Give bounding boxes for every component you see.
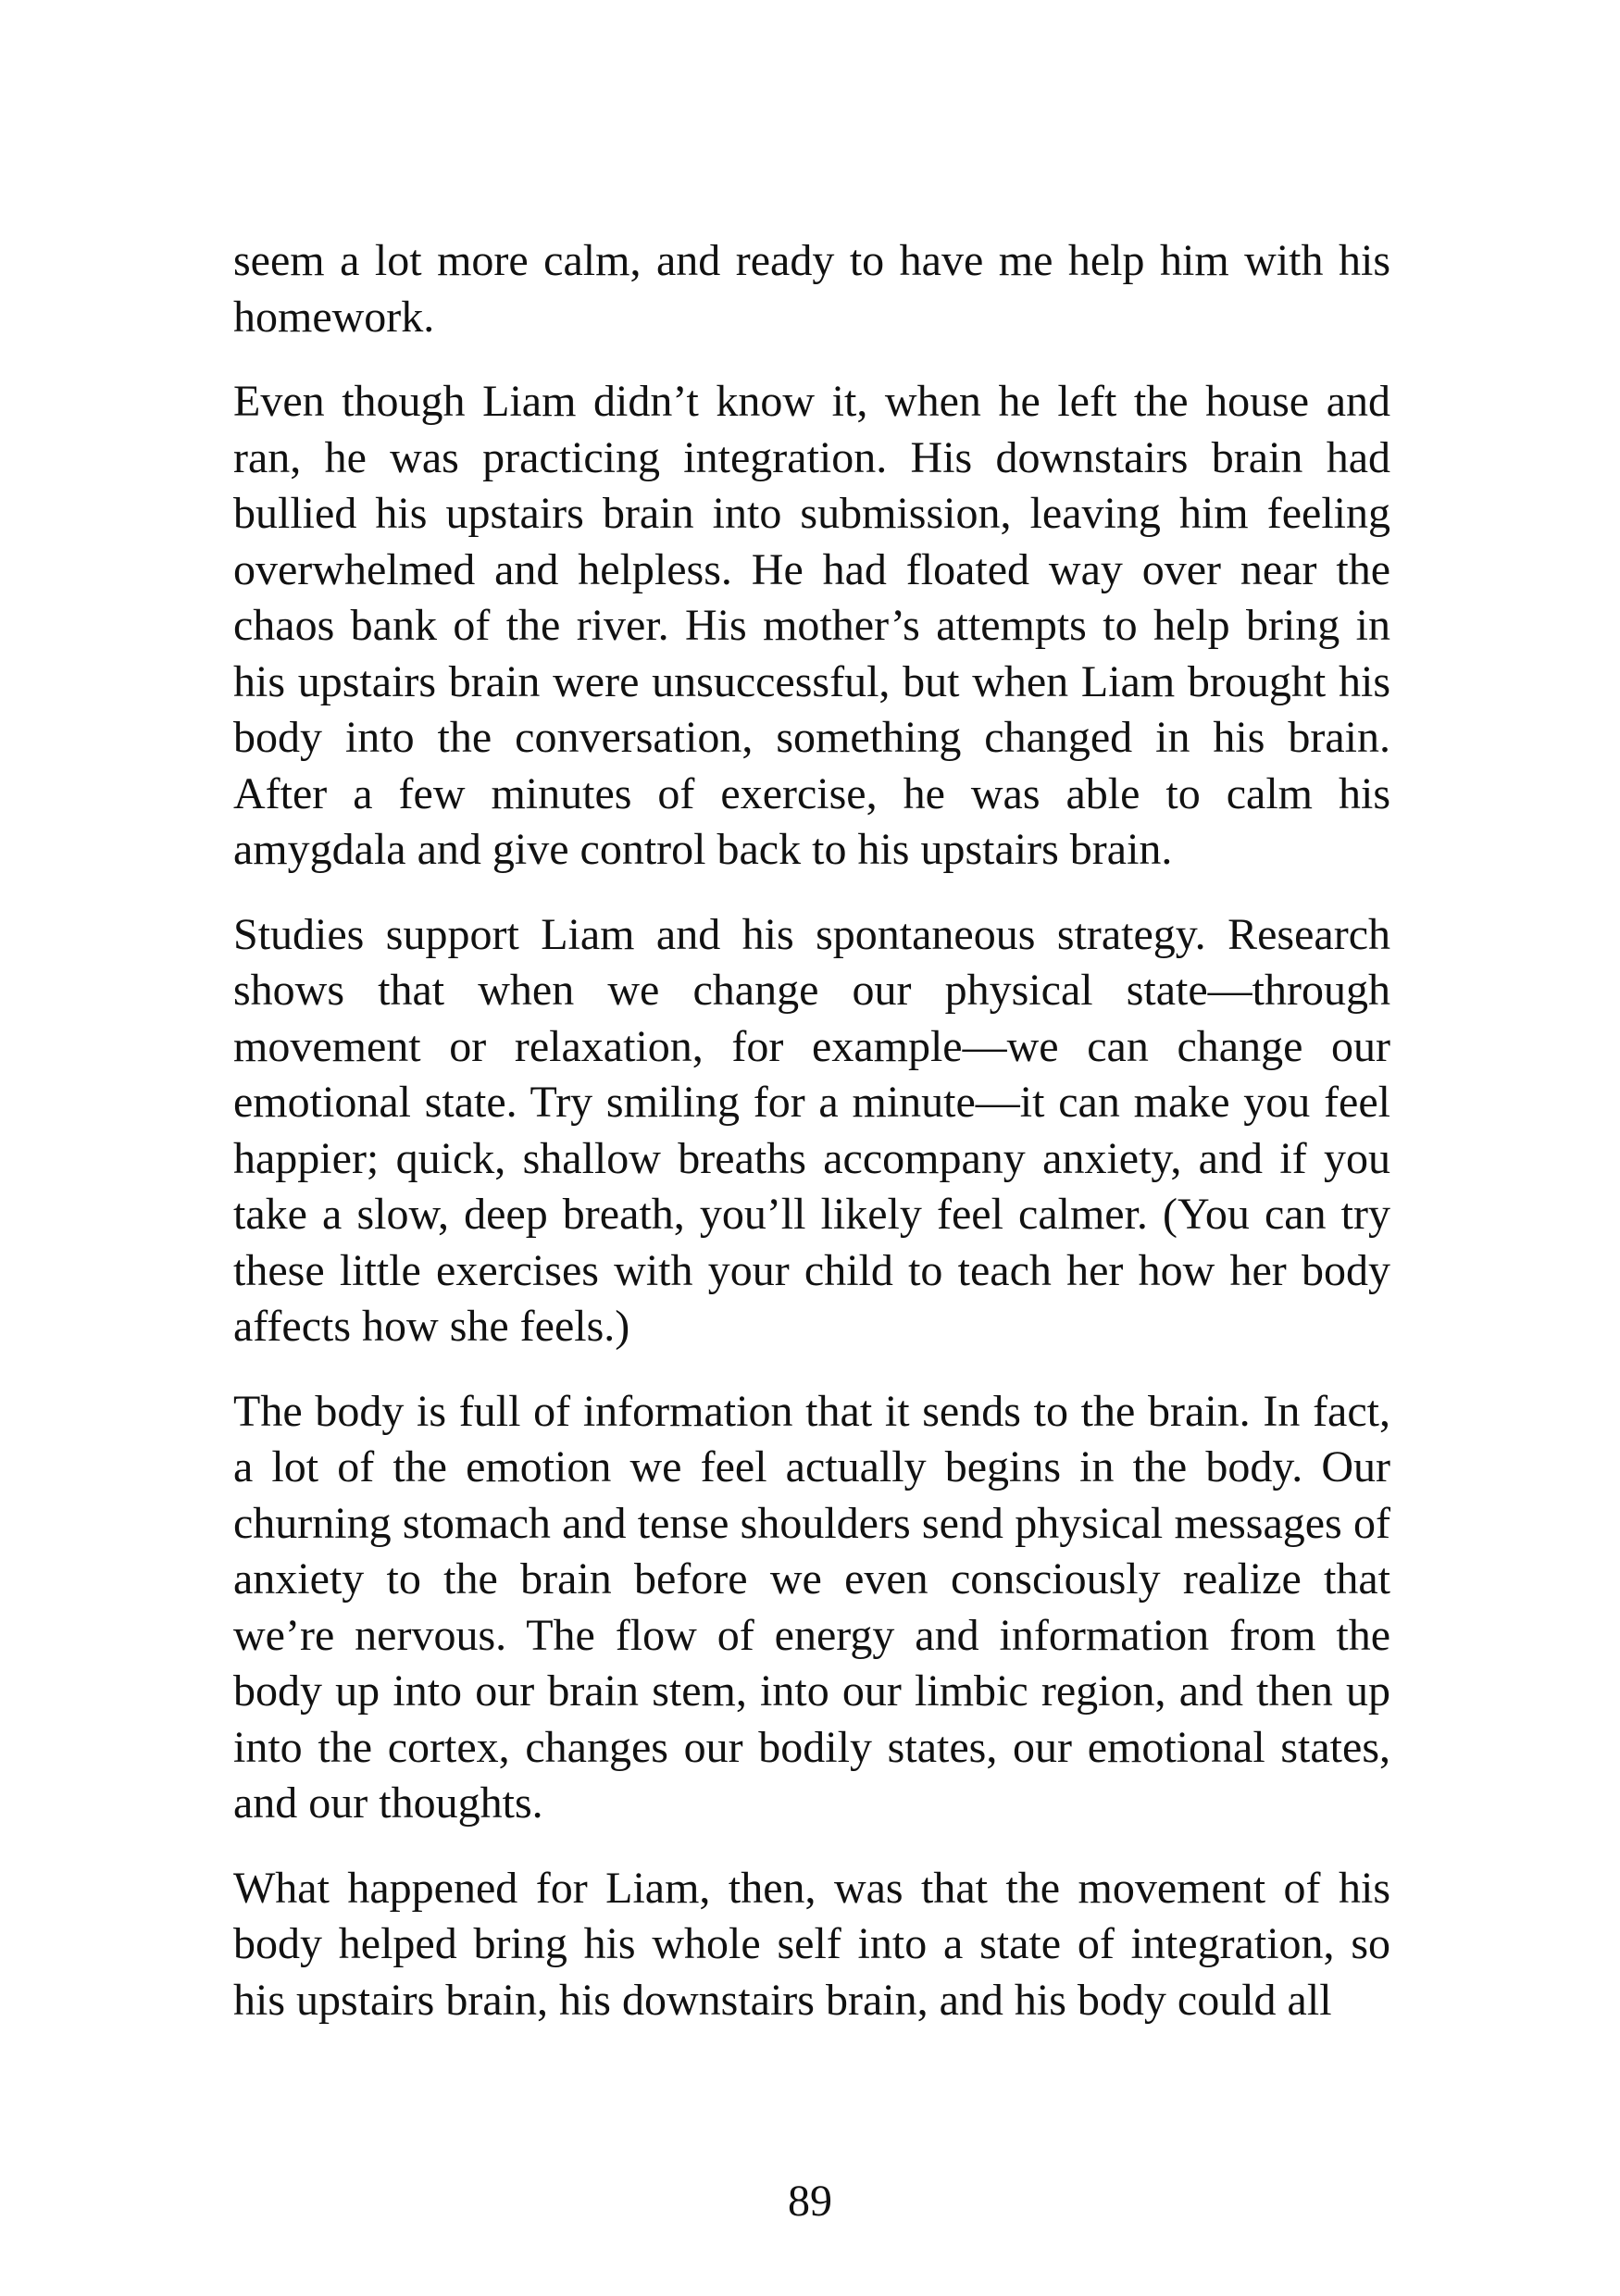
paragraph-4: The body is full of information that it sends to the brain. In fact, a lot of the emotion we feel actually begins in the body. Our churning stomach and tense shoulders send physical messages of anxiety to the brain before we even consciously realize that we’re nervous. The flow of energy and information from the body up into our brain stem, into our limbic region, and then up into the cortex, changes our bodily states, our emotional states, and our thoughts. bbox=[233, 1386, 1390, 1828]
paragraph-1: seem a lot more calm, and ready to have me help him with his homework. bbox=[233, 236, 1390, 342]
page-number: 89 bbox=[788, 2177, 832, 2226]
paragraph-5: What happened for Liam, then, was that the movement of his body helped bring his whole self into a state of integration, so his upstairs brain, his downstairs brain, and his body could all bbox=[233, 1863, 1390, 2025]
body-text bbox=[233, 233, 1390, 2057]
paragraph-2: Even though Liam didn’t know it, when he left the house and ran, he was practicing integration. His downstairs brain had bullied his upstairs brain into submission, leaving him feeling overwhelmed and helpless. He had floated way over near the chaos bank of the river. His mother’s attempts to help bring in his upstairs brain were unsuccessful, but when Liam brought his body into the conversation, something changed in his brain. After a few minutes of exercise, he was able to calm his amygdala and give control back to his upstairs brain. bbox=[233, 377, 1390, 874]
paragraph-3: Studies support Liam and his spontaneous strategy. Research shows that when we change our physical state—through movement or relaxation, for example—we can change our emotional state. Try smiling for a minute—it can make you feel happier; quick, shallow breaths accompany anxiety, and if you take a slow, deep breath, you’ll likely feel calmer. (You can try these little exercises with your child to teach her how her body affects how she feels.) bbox=[233, 909, 1390, 1351]
